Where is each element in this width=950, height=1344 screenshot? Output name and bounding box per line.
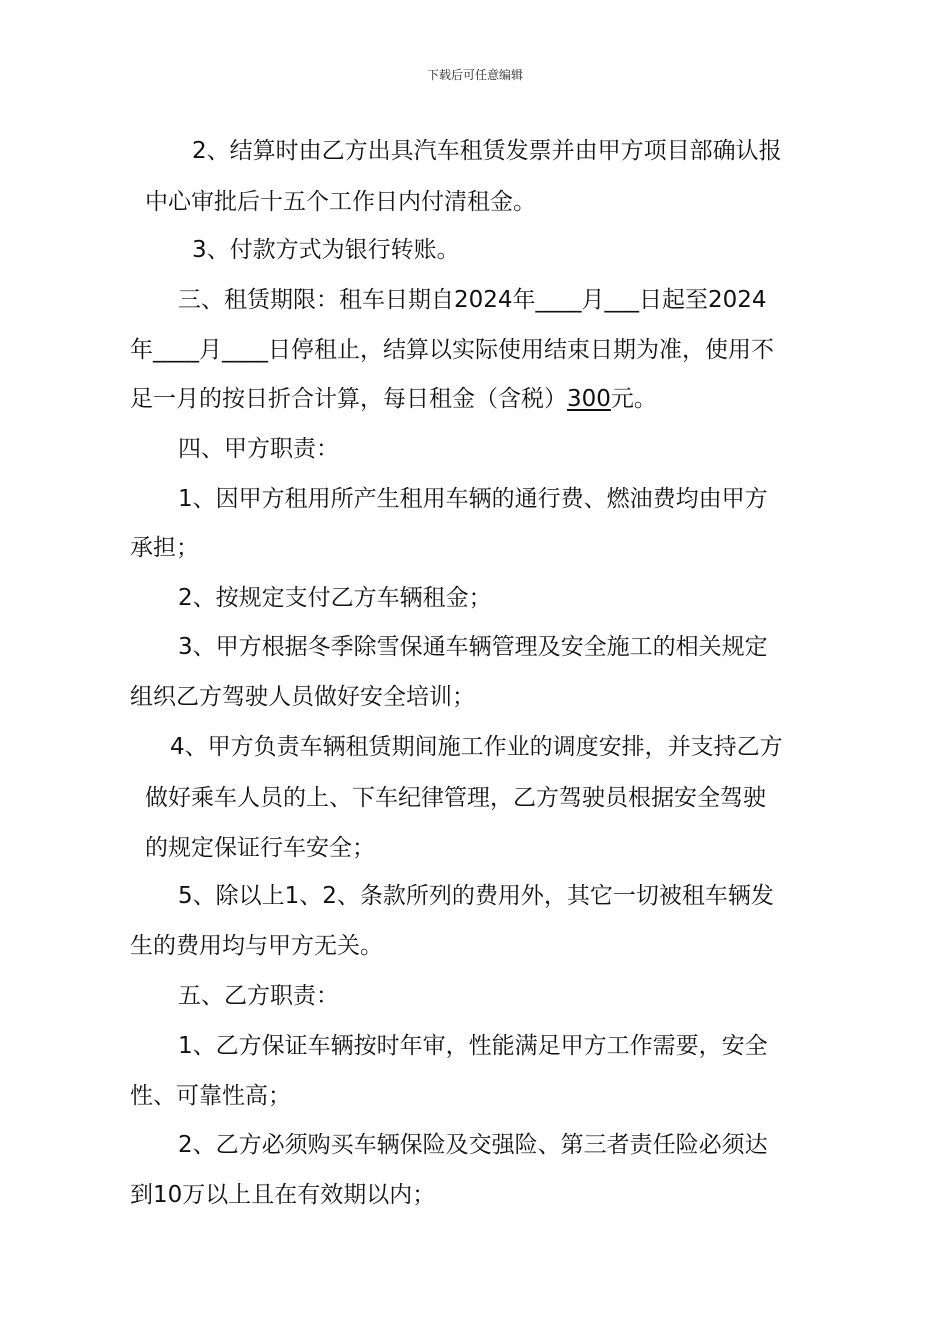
section-4-item-3-line-1: 3、甲方根据冬季除雪保通车辆管理及安全施工的相关规定 <box>178 634 768 660</box>
section-4-item-5-line-1: 5、除以上1、2、条款所列的费用外，其它一切被租车辆发 <box>178 883 774 909</box>
section-4-item-4-line-2: 做好乘车人员的上、下车纪律管理，乙方驾驶员根据安全驾驶 <box>145 785 766 811</box>
daily-rent-amount: 300 <box>567 386 611 412</box>
page-header: 下载后可任意编辑 <box>426 68 523 82</box>
section-3-lease-term-line-2: 年____月____日停租止，结算以实际使用结束日期为准，使用不 <box>130 337 774 363</box>
daily-rent-text: 足一月的按日折合计算，每日租金（含税） <box>130 386 567 412</box>
section-5-item-1-line-2: 性、可靠性高； <box>130 1083 291 1109</box>
clause-3-payment-method: 3、付款方式为银行转账。 <box>192 237 460 263</box>
section-4-item-5-line-2: 生的费用均与甲方无关。 <box>130 933 383 959</box>
section-4-item-2: 2、按规定支付乙方车辆租金； <box>178 585 492 611</box>
section-4-item-4-line-1: 4、甲方负责车辆租赁期间施工作业的调度安排，并支持乙方 <box>170 734 783 760</box>
clause-2-settlement-line-1: 2、结算时由乙方出具汽车租赁发票并由甲方项目部确认报 <box>192 138 782 164</box>
section-5-item-2-line-1: 2、乙方必须购买车辆保险及交强险、第三者责任险必须达 <box>178 1132 768 1158</box>
clause-2-settlement-line-2: 中心审批后十五个工作日内付清租金。 <box>145 189 536 215</box>
section-3-lease-term-line-3 <box>130 384 657 414</box>
section-3-lease-term-line-1: 三、租赁期限：租车日期自2024年____月___日起至2024 <box>178 287 767 313</box>
section-5-heading: 五、乙方职责： <box>178 983 339 1009</box>
section-4-item-1-line-2: 承担； <box>130 535 199 561</box>
section-5-item-2-line-2: 到10万以上且在有效期以内； <box>130 1182 436 1208</box>
section-4-heading: 四、甲方职责： <box>178 436 339 462</box>
section-4-item-1-line-1: 1、因甲方租用所产生租用车辆的通行费、燃油费均由甲方 <box>178 486 768 512</box>
daily-rent-unit: 元。 <box>610 386 657 412</box>
section-4-item-4-line-3: 的规定保证行车安全； <box>145 835 375 861</box>
section-4-item-3-line-2: 组织乙方驾驶人员做好安全培训； <box>130 684 475 710</box>
section-5-item-1-line-1: 1、乙方保证车辆按时年审，性能满足甲方工作需要，安全 <box>178 1033 768 1059</box>
